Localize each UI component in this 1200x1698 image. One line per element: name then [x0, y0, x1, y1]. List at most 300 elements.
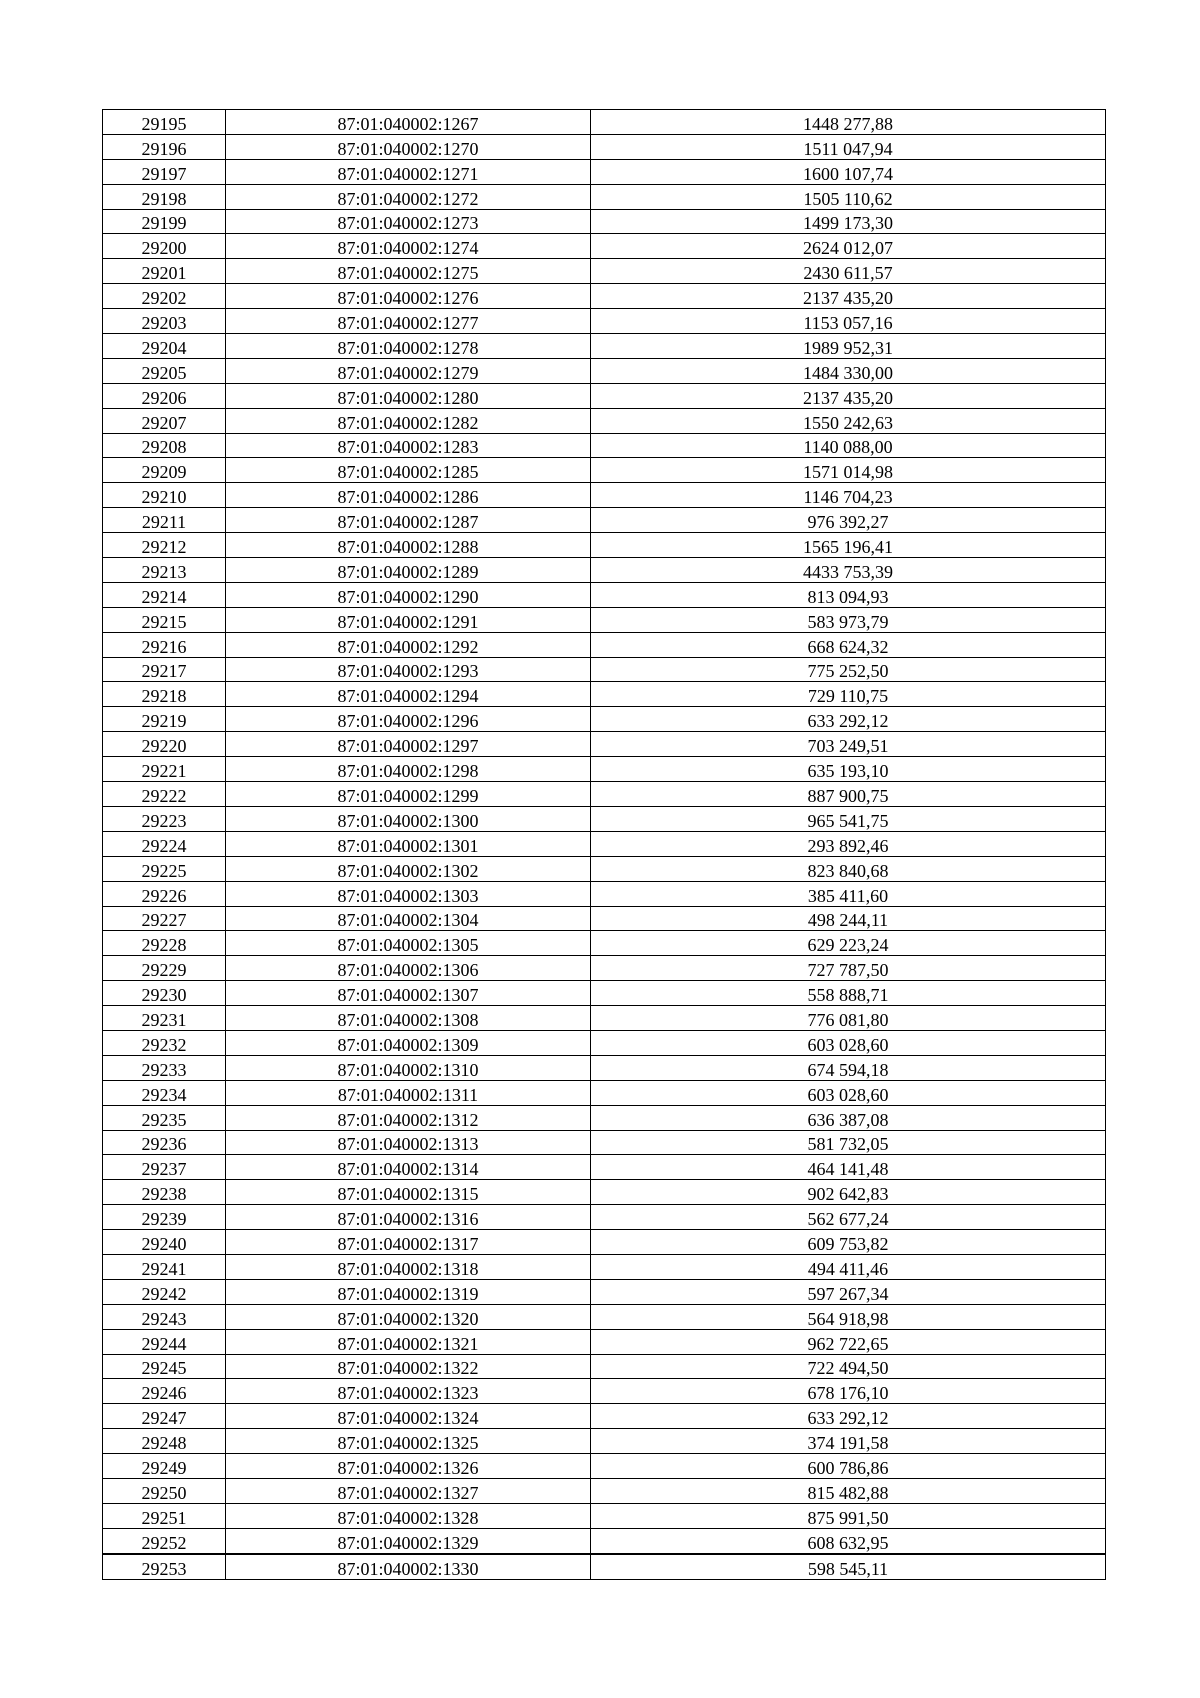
- table-row: [103, 757, 1106, 782]
- row-number-cell: [103, 533, 226, 558]
- cadastral-number-cell: [226, 558, 591, 583]
- cadastral-value-cell: [591, 906, 1106, 931]
- row-number-cell: [103, 1155, 226, 1180]
- cadastral-number-text: 87:01:040002:1328: [337, 1507, 479, 1528]
- cadastral-value-text: 558 888,71: [807, 985, 889, 1006]
- cadastral-number-cell: [226, 159, 591, 184]
- row-number-cell: [103, 408, 226, 433]
- row-number-cell: [103, 1254, 226, 1279]
- cadastral-value-text: 1600 107,74: [803, 163, 893, 184]
- table-row: [103, 309, 1106, 334]
- cadastral-number-text: 87:01:040002:1272: [337, 188, 479, 209]
- cadastral-value-text: 1484 330,00: [803, 362, 893, 383]
- row-number-cell: [103, 184, 226, 209]
- row-number-cell: [103, 433, 226, 458]
- table-row: [103, 1478, 1106, 1503]
- cadastral-number-text: 87:01:040002:1299: [337, 785, 479, 806]
- row-number-cell: [103, 309, 226, 334]
- cadastral-value-text: 2137 435,20: [803, 288, 893, 309]
- cadastral-value-text: 4433 753,39: [803, 561, 893, 582]
- cadastral-number-cell: [226, 458, 591, 483]
- cadastral-value-cell: [591, 1478, 1106, 1503]
- table-row: [103, 1254, 1106, 1279]
- cadastral-value-text: 600 786,86: [807, 1457, 889, 1478]
- row-number-cell: [103, 707, 226, 732]
- cadastral-value-text: 583 973,79: [807, 611, 889, 632]
- cadastral-number-text: 87:01:040002:1329: [337, 1532, 479, 1553]
- table-row: [103, 1528, 1106, 1553]
- cadastral-value-cell: [591, 234, 1106, 259]
- table-row: [103, 1055, 1106, 1080]
- row-number-cell: [103, 782, 226, 807]
- table-row: [103, 134, 1106, 159]
- row-number-text: 29244: [141, 1333, 187, 1354]
- cadastral-value-cell: [591, 1230, 1106, 1255]
- row-number-text: 29216: [141, 636, 187, 657]
- cadastral-value-cell: [591, 1528, 1106, 1553]
- row-number-cell: [103, 1180, 226, 1205]
- cadastral-value-cell: [591, 1030, 1106, 1055]
- cadastral-value-text: 1146 704,23: [803, 487, 893, 508]
- cadastral-number-text: 87:01:040002:1306: [337, 960, 479, 981]
- row-number-cell: [103, 1503, 226, 1528]
- row-number-text: 29210: [141, 487, 187, 508]
- cadastral-value-text: 635 193,10: [807, 761, 889, 782]
- row-number-cell: [103, 259, 226, 284]
- cadastral-number-text: 87:01:040002:1270: [337, 138, 479, 159]
- cadastral-value-text: 293 892,46: [807, 835, 889, 856]
- cadastral-number-text: 87:01:040002:1274: [337, 238, 479, 259]
- cadastral-number-text: 87:01:040002:1323: [337, 1383, 479, 1404]
- cadastral-value-cell: [591, 632, 1106, 657]
- table-row: [103, 707, 1106, 732]
- cadastral-number-cell: [226, 408, 591, 433]
- row-number-text: 29217: [141, 661, 187, 682]
- cadastral-number-cell: [226, 1030, 591, 1055]
- cadastral-number-cell: [226, 110, 591, 135]
- cadastral-value-cell: [591, 1006, 1106, 1031]
- cadastral-number-cell: [226, 1304, 591, 1329]
- cadastral-number-cell: [226, 881, 591, 906]
- table-row: [103, 1006, 1106, 1031]
- cadastral-value-text: 823 840,68: [807, 860, 889, 881]
- cadastral-number-cell: [226, 582, 591, 607]
- table-row: [103, 259, 1106, 284]
- cadastral-value-cell: [591, 1404, 1106, 1429]
- cadastral-value-cell: [591, 1155, 1106, 1180]
- cadastral-value-text: 385 411,60: [807, 885, 889, 906]
- cadastral-number-cell: [226, 757, 591, 782]
- row-number-text: 29198: [141, 188, 187, 209]
- row-number-cell: [103, 1429, 226, 1454]
- cadastral-number-text: 87:01:040002:1304: [337, 910, 479, 931]
- cadastral-number-text: 87:01:040002:1297: [337, 736, 479, 757]
- row-number-text: 29204: [141, 337, 187, 358]
- cadastral-number-text: 87:01:040002:1290: [337, 586, 479, 607]
- cadastral-value-cell: [591, 981, 1106, 1006]
- row-number-text: 29242: [141, 1283, 187, 1304]
- cadastral-value-cell: [591, 732, 1106, 757]
- cadastral-number-text: 87:01:040002:1302: [337, 860, 479, 881]
- cadastral-value-text: 722 494,50: [807, 1358, 889, 1379]
- row-number-cell: [103, 1030, 226, 1055]
- row-number-text: 29235: [141, 1109, 187, 1130]
- table-row: [103, 906, 1106, 931]
- cadastral-value-text: 564 918,98: [807, 1308, 889, 1329]
- cadastral-value-text: 965 541,75: [807, 810, 889, 831]
- row-number-text: 29231: [141, 1009, 187, 1030]
- cadastral-number-cell: [226, 831, 591, 856]
- table-row: [103, 1155, 1106, 1180]
- table-row: [103, 682, 1106, 707]
- row-number-text: 29223: [141, 810, 187, 831]
- cadastral-number-text: 87:01:040002:1314: [337, 1159, 479, 1180]
- row-number-text: 29238: [141, 1184, 187, 1205]
- row-number-text: 29240: [141, 1233, 187, 1254]
- row-number-text: 29245: [141, 1358, 187, 1379]
- cadastral-number-cell: [226, 284, 591, 309]
- cadastral-number-text: 87:01:040002:1296: [337, 711, 479, 732]
- cadastral-number-cell: [226, 1503, 591, 1528]
- table-row: [103, 1230, 1106, 1255]
- cadastral-number-cell: [226, 1279, 591, 1304]
- row-number-cell: [103, 881, 226, 906]
- row-number-text: 29232: [141, 1034, 187, 1055]
- cadastral-number-text: 87:01:040002:1310: [337, 1059, 479, 1080]
- row-number-text: 29236: [141, 1134, 187, 1155]
- table-row: [103, 284, 1106, 309]
- table-row: [103, 209, 1106, 234]
- row-number-text: 29208: [141, 437, 187, 458]
- row-number-text: 29239: [141, 1209, 187, 1230]
- table-row: [103, 657, 1106, 682]
- row-number-text: 29251: [141, 1507, 187, 1528]
- cadastral-value-cell: [591, 1055, 1106, 1080]
- cadastral-number-text: 87:01:040002:1311: [337, 1084, 479, 1105]
- cadastral-number-cell: [226, 782, 591, 807]
- table-row: [103, 1329, 1106, 1354]
- cadastral-value-cell: [591, 806, 1106, 831]
- cadastral-number-text: 87:01:040002:1324: [337, 1408, 479, 1429]
- cadastral-value-cell: [591, 1279, 1106, 1304]
- cadastral-value-cell: [591, 831, 1106, 856]
- table-row: [103, 1105, 1106, 1130]
- cadastral-number-text: 87:01:040002:1271: [337, 163, 479, 184]
- row-number-cell: [103, 1055, 226, 1080]
- row-number-cell: [103, 582, 226, 607]
- row-number-cell: [103, 1528, 226, 1553]
- cadastral-value-cell: [591, 1554, 1106, 1579]
- cadastral-number-cell: [226, 682, 591, 707]
- row-number-text: 29215: [141, 611, 187, 632]
- cadastral-value-text: 1505 110,62: [803, 188, 893, 209]
- cadastral-value-cell: [591, 1329, 1106, 1354]
- cadastral-number-cell: [226, 134, 591, 159]
- cadastral-value-cell: [591, 1354, 1106, 1379]
- row-number-text: 29212: [141, 537, 187, 558]
- cadastral-number-cell: [226, 1006, 591, 1031]
- row-number-text: 29218: [141, 686, 187, 707]
- cadastral-value-cell: [591, 1503, 1106, 1528]
- cadastral-number-cell: [226, 334, 591, 359]
- table-row: [103, 981, 1106, 1006]
- table-row: [103, 1130, 1106, 1155]
- cadastral-number-cell: [226, 383, 591, 408]
- row-number-cell: [103, 234, 226, 259]
- row-number-text: 29225: [141, 860, 187, 881]
- table-row: [103, 1180, 1106, 1205]
- cadastral-number-cell: [226, 1130, 591, 1155]
- cadastral-value-cell: [591, 931, 1106, 956]
- table-row: [103, 806, 1106, 831]
- row-number-text: 29233: [141, 1059, 187, 1080]
- table-row: [103, 159, 1106, 184]
- cadastral-value-cell: [591, 309, 1106, 334]
- cadastral-value-text: 815 482,88: [807, 1482, 889, 1503]
- cadastral-value-text: 1989 952,31: [803, 337, 893, 358]
- cadastral-number-text: 87:01:040002:1307: [337, 985, 479, 1006]
- cadastral-value-text: 1153 057,16: [803, 313, 893, 334]
- cadastral-number-text: 87:01:040002:1273: [337, 213, 479, 234]
- cadastral-value-cell: [591, 1429, 1106, 1454]
- cadastral-value-text: 887 900,75: [807, 785, 889, 806]
- row-number-cell: [103, 1354, 226, 1379]
- table-row: [103, 1454, 1106, 1479]
- table-row: [103, 1404, 1106, 1429]
- cadastral-value-cell: [591, 383, 1106, 408]
- table-row: [103, 582, 1106, 607]
- cadastral-value-cell: [591, 1130, 1106, 1155]
- table-row: [103, 184, 1106, 209]
- row-number-text: 29249: [141, 1457, 187, 1478]
- row-number-text: 29252: [141, 1532, 187, 1553]
- row-number-cell: [103, 1080, 226, 1105]
- table-row: [103, 1503, 1106, 1528]
- cadastral-number-text: 87:01:040002:1277: [337, 313, 479, 334]
- row-number-cell: [103, 1304, 226, 1329]
- row-number-cell: [103, 1006, 226, 1031]
- row-number-cell: [103, 1130, 226, 1155]
- cadastral-number-cell: [226, 1055, 591, 1080]
- row-number-cell: [103, 209, 226, 234]
- cadastral-value-cell: [591, 1454, 1106, 1479]
- cadastral-value-cell: [591, 558, 1106, 583]
- cadastral-value-cell: [591, 134, 1106, 159]
- cadastral-value-cell: [591, 483, 1106, 508]
- cadastral-number-text: 87:01:040002:1327: [337, 1482, 479, 1503]
- row-number-text: 29206: [141, 387, 187, 408]
- cadastral-value-cell: [591, 358, 1106, 383]
- cadastral-number-cell: [226, 1429, 591, 1454]
- cadastral-number-cell: [226, 607, 591, 632]
- row-number-text: 29214: [141, 586, 187, 607]
- cadastral-number-text: 87:01:040002:1319: [337, 1283, 479, 1304]
- cadastral-number-text: 87:01:040002:1279: [337, 362, 479, 383]
- cadastral-value-cell: [591, 1180, 1106, 1205]
- cadastral-number-text: 87:01:040002:1275: [337, 263, 479, 284]
- cadastral-number-cell: [226, 981, 591, 1006]
- cadastral-number-cell: [226, 1379, 591, 1404]
- row-number-cell: [103, 1329, 226, 1354]
- row-number-cell: [103, 1279, 226, 1304]
- row-number-cell: [103, 956, 226, 981]
- cadastral-number-cell: [226, 632, 591, 657]
- table-row: [103, 1030, 1106, 1055]
- cadastral-value-text: 609 753,82: [807, 1233, 889, 1254]
- row-number-text: 29234: [141, 1084, 187, 1105]
- table-row: [103, 483, 1106, 508]
- cadastral-number-text: 87:01:040002:1330: [337, 1558, 479, 1579]
- row-number-cell: [103, 558, 226, 583]
- cadastral-number-text: 87:01:040002:1318: [337, 1258, 479, 1279]
- cadastral-number-cell: [226, 1254, 591, 1279]
- table-row: [103, 508, 1106, 533]
- row-number-text: 29229: [141, 960, 187, 981]
- row-number-cell: [103, 1205, 226, 1230]
- cadastral-number-text: 87:01:040002:1325: [337, 1433, 479, 1454]
- cadastral-value-cell: [591, 533, 1106, 558]
- cadastral-number-text: 87:01:040002:1280: [337, 387, 479, 408]
- cadastral-number-cell: [226, 931, 591, 956]
- table-row: [103, 856, 1106, 881]
- row-number-cell: [103, 657, 226, 682]
- row-number-text: 29201: [141, 263, 187, 284]
- table-row: [103, 1080, 1106, 1105]
- cadastral-number-text: 87:01:040002:1283: [337, 437, 479, 458]
- row-number-text: 29253: [141, 1558, 187, 1579]
- cadastral-value-cell: [591, 582, 1106, 607]
- row-number-text: 29221: [141, 761, 187, 782]
- cadastral-value-text: 498 244,11: [807, 910, 889, 931]
- cadastral-value-cell: [591, 707, 1106, 732]
- table-row: [103, 433, 1106, 458]
- cadastral-number-text: 87:01:040002:1289: [337, 561, 479, 582]
- cadastral-number-cell: [226, 956, 591, 981]
- cadastral-number-cell: [226, 1230, 591, 1255]
- cadastral-number-text: 87:01:040002:1317: [337, 1233, 479, 1254]
- cadastral-value-cell: [591, 657, 1106, 682]
- cadastral-number-cell: [226, 433, 591, 458]
- cadastral-number-text: 87:01:040002:1326: [337, 1457, 479, 1478]
- cadastral-value-text: 581 732,05: [807, 1134, 889, 1155]
- cadastral-number-cell: [226, 732, 591, 757]
- cadastral-value-text: 1571 014,98: [803, 462, 893, 483]
- row-number-text: 29205: [141, 362, 187, 383]
- row-number-cell: [103, 110, 226, 135]
- cadastral-number-text: 87:01:040002:1292: [337, 636, 479, 657]
- row-number-cell: [103, 1454, 226, 1479]
- row-number-cell: [103, 732, 226, 757]
- cadastral-value-cell: [591, 682, 1106, 707]
- cadastral-value-cell: [591, 1254, 1106, 1279]
- row-number-cell: [103, 757, 226, 782]
- table-row: [103, 732, 1106, 757]
- row-number-cell: [103, 508, 226, 533]
- row-number-cell: [103, 1105, 226, 1130]
- row-number-text: 29230: [141, 985, 187, 1006]
- cadastral-value-text: 976 392,27: [807, 512, 889, 533]
- cadastral-value-cell: [591, 259, 1106, 284]
- cadastral-value-text: 603 028,60: [807, 1084, 889, 1105]
- cadastral-value-text: 608 632,95: [807, 1532, 889, 1553]
- row-number-text: 29202: [141, 288, 187, 309]
- row-number-text: 29196: [141, 138, 187, 159]
- cadastral-number-cell: [226, 483, 591, 508]
- row-number-cell: [103, 856, 226, 881]
- cadastral-value-text: 727 787,50: [807, 960, 889, 981]
- cadastral-value-cell: [591, 1080, 1106, 1105]
- cadastral-value-text: 598 545,11: [807, 1558, 889, 1579]
- row-number-cell: [103, 806, 226, 831]
- cadastral-number-cell: [226, 1105, 591, 1130]
- cadastral-value-text: 902 642,83: [807, 1184, 889, 1205]
- row-number-cell: [103, 334, 226, 359]
- table-row: [103, 1554, 1106, 1579]
- table-body: [103, 110, 1106, 1580]
- cadastral-number-cell: [226, 1404, 591, 1429]
- row-number-text: 29248: [141, 1433, 187, 1454]
- table-row: [103, 881, 1106, 906]
- cadastral-value-text: 374 191,58: [807, 1433, 889, 1454]
- cadastral-number-text: 87:01:040002:1293: [337, 661, 479, 682]
- row-number-text: 29228: [141, 935, 187, 956]
- table-row: [103, 831, 1106, 856]
- row-number-cell: [103, 607, 226, 632]
- cadastral-number-cell: [226, 1554, 591, 1579]
- cadastral-value-text: 875 991,50: [807, 1507, 889, 1528]
- table-row: [103, 110, 1106, 135]
- row-number-cell: [103, 159, 226, 184]
- cadastral-number-cell: [226, 209, 591, 234]
- row-number-cell: [103, 1404, 226, 1429]
- cadastral-number-cell: [226, 309, 591, 334]
- cadastral-value-text: 668 624,32: [807, 636, 889, 657]
- cadastral-number-text: 87:01:040002:1305: [337, 935, 479, 956]
- row-number-text: 29237: [141, 1159, 187, 1180]
- cadastral-number-cell: [226, 1155, 591, 1180]
- row-number-text: 29197: [141, 163, 187, 184]
- table-row: [103, 334, 1106, 359]
- cadastral-number-cell: [226, 184, 591, 209]
- cadastral-value-text: 678 176,10: [807, 1383, 889, 1404]
- cadastral-value-cell: [591, 433, 1106, 458]
- cadastral-number-text: 87:01:040002:1309: [337, 1034, 479, 1055]
- cadastral-number-text: 87:01:040002:1287: [337, 512, 479, 533]
- cadastral-number-cell: [226, 533, 591, 558]
- cadastral-number-cell: [226, 259, 591, 284]
- row-number-text: 29246: [141, 1383, 187, 1404]
- table-row: [103, 1429, 1106, 1454]
- cadastral-number-cell: [226, 1329, 591, 1354]
- table-row: [103, 1304, 1106, 1329]
- table-row: [103, 782, 1106, 807]
- cadastral-number-text: 87:01:040002:1300: [337, 810, 479, 831]
- cadastral-value-cell: [591, 782, 1106, 807]
- cadastral-number-cell: [226, 234, 591, 259]
- cadastral-value-text: 775 252,50: [807, 661, 889, 682]
- cadastral-number-cell: [226, 707, 591, 732]
- cadastral-number-cell: [226, 1205, 591, 1230]
- row-number-cell: [103, 483, 226, 508]
- row-number-cell: [103, 1478, 226, 1503]
- cadastral-number-cell: [226, 1180, 591, 1205]
- cadastral-number-text: 87:01:040002:1276: [337, 288, 479, 309]
- cadastral-value-text: 674 594,18: [807, 1059, 889, 1080]
- cadastral-value-cell: [591, 159, 1106, 184]
- cadastral-number-text: 87:01:040002:1301: [337, 835, 479, 856]
- cadastral-number-text: 87:01:040002:1294: [337, 686, 479, 707]
- cadastral-number-text: 87:01:040002:1285: [337, 462, 479, 483]
